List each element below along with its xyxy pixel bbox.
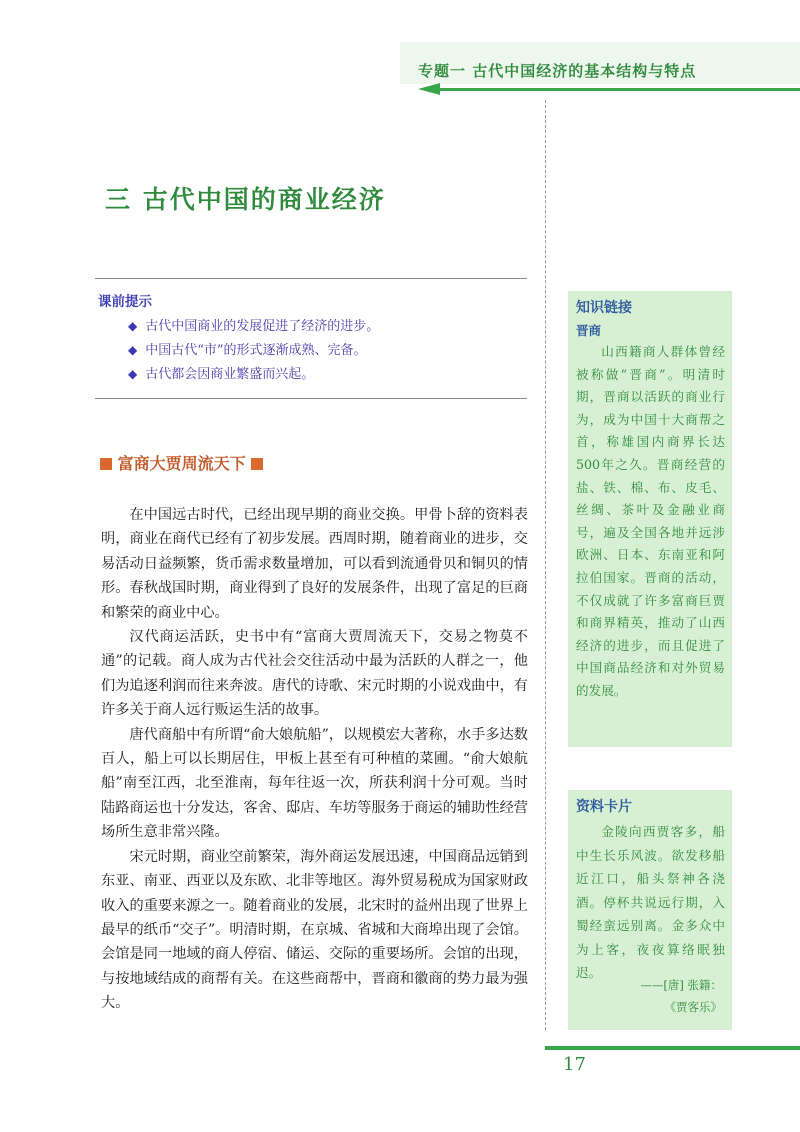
knowledge-link-panel — [568, 291, 732, 747]
preview-list — [128, 314, 379, 386]
paragraph: 宋元时期，商业空前繁荣，海外商运发展迅速，中国商品远销到东亚、南亚、西亚以及东欧、北非等地区。海外贸易税成为国家财政收入的重要来源之一。随着商业的发展，北宋时的益州出现了世界上最早的纸币“交子”。明清时期，在京城、省城和大商埠出现了会馆。会馆是同一地域的商人停宿、储运、交际的重要场所。会馆的出现，与按地域结成的商帮有关。在这些商帮中，晋商和徽商的势力最为强大。 — [101, 848, 528, 1012]
data-card-poem: 金陵向西贾客多，船中生长乐风波。欲发移船近江口，船头祭神各浇酒。停杯共说远行期，入蜀经蛮远别离。金多众中为上客，夜夜算络眠独迟。 — [576, 824, 725, 980]
preview-item: ◆ 古代中国商业的发展促进了经济的进步。 — [128, 319, 380, 334]
preview-item: ◆ 古代都会因商业繁盛而兴起。 — [128, 367, 315, 382]
header-arrow-icon — [418, 83, 440, 95]
diamond-bullet-icon: ◆ — [128, 343, 138, 357]
preview-item: ◆ 中国古代“市”的形式逐渐成熟、完备。 — [128, 343, 367, 358]
preview-bottom-rule — [95, 398, 527, 399]
body-text — [101, 503, 528, 1016]
running-header-title: 专题一 古代中国经济的基本结构与特点 — [418, 62, 697, 80]
square-marker-icon — [251, 458, 263, 470]
paragraph: 汉代商运活跃，史书中有“富商大贾周流天下，交易之物莫不通”的记载。商人成为古代社会交往活动中最为活跃的人群之一，他们为追逐利润而往来奔波。唐代的诗歌、宋元时期的小说戏曲中，有许多关于商人远行贩运生活的故事。 — [101, 629, 528, 719]
page-number: 17 — [563, 1054, 586, 1075]
data-card-citation — [640, 974, 722, 1018]
data-card-panel — [568, 790, 732, 1030]
column-divider — [545, 100, 546, 1030]
chapter-title: 三 古代中国的商业经济 — [105, 185, 386, 214]
poem-source: 《贾客乐》 — [664, 1000, 722, 1014]
diamond-bullet-icon: ◆ — [128, 319, 138, 333]
preview-heading: 课前提示 — [98, 294, 152, 310]
footer-rule — [545, 1046, 800, 1050]
knowledge-link-subtitle: 晋商 — [576, 323, 602, 338]
knowledge-link-title: 知识链接 — [576, 300, 632, 316]
header-rule — [440, 88, 800, 91]
preview-top-rule — [95, 278, 527, 279]
paragraph: 在中国远古时代，已经出现早期的商业交换。甲骨卜辞的资料表明，商业在商代已经有了初步发展。西周时期，随着商业的进步，交易活动日益频繁，货币需求数量增加，可以看到流通骨贝和铜贝的情形。春秋战国时期，商业得到了良好的发展条件，出现了富足的巨商和繁荣的商业中心。 — [101, 507, 528, 621]
square-marker-icon — [100, 458, 112, 470]
data-card-title: 资料卡片 — [576, 799, 632, 815]
diamond-bullet-icon: ◆ — [128, 367, 138, 381]
section-title: 富商大贾周流天下 — [100, 451, 263, 474]
poem-author: ——[唐] 张籍： — [640, 978, 722, 992]
paragraph: 唐代商船中有所谓“俞大娘航船”，以规模宏大著称，水手多达数百人，船上可以长期居住，甲板上甚至有可种植的菜圃。“俞大娘航船”南至江西，北至淮南，每年往返一次，所获利润十分可观。当时陆路商运也十分发达，客舍、邸店、车坊等服务于商运的辅助性经营场所生意非常兴隆。 — [101, 726, 528, 841]
knowledge-link-text: 山西籍商人群体曾经被称做“晋商”。明清时期，晋商以活跃的商业行为，成为中国十大商帮之首，称雄国内商界长达500年之久。晋商经营的盐、铁、棉、布、皮毛、丝绸、茶叶及金融业商号，遍及全国各地并远涉欧洲、日本、东南亚和阿拉伯国家。晋商的活动，不仅成就了许多富商巨贾和商界精英，推动了山西经济的进步，而且促进了中国商品经济和对外贸易的发展。 — [576, 344, 725, 698]
